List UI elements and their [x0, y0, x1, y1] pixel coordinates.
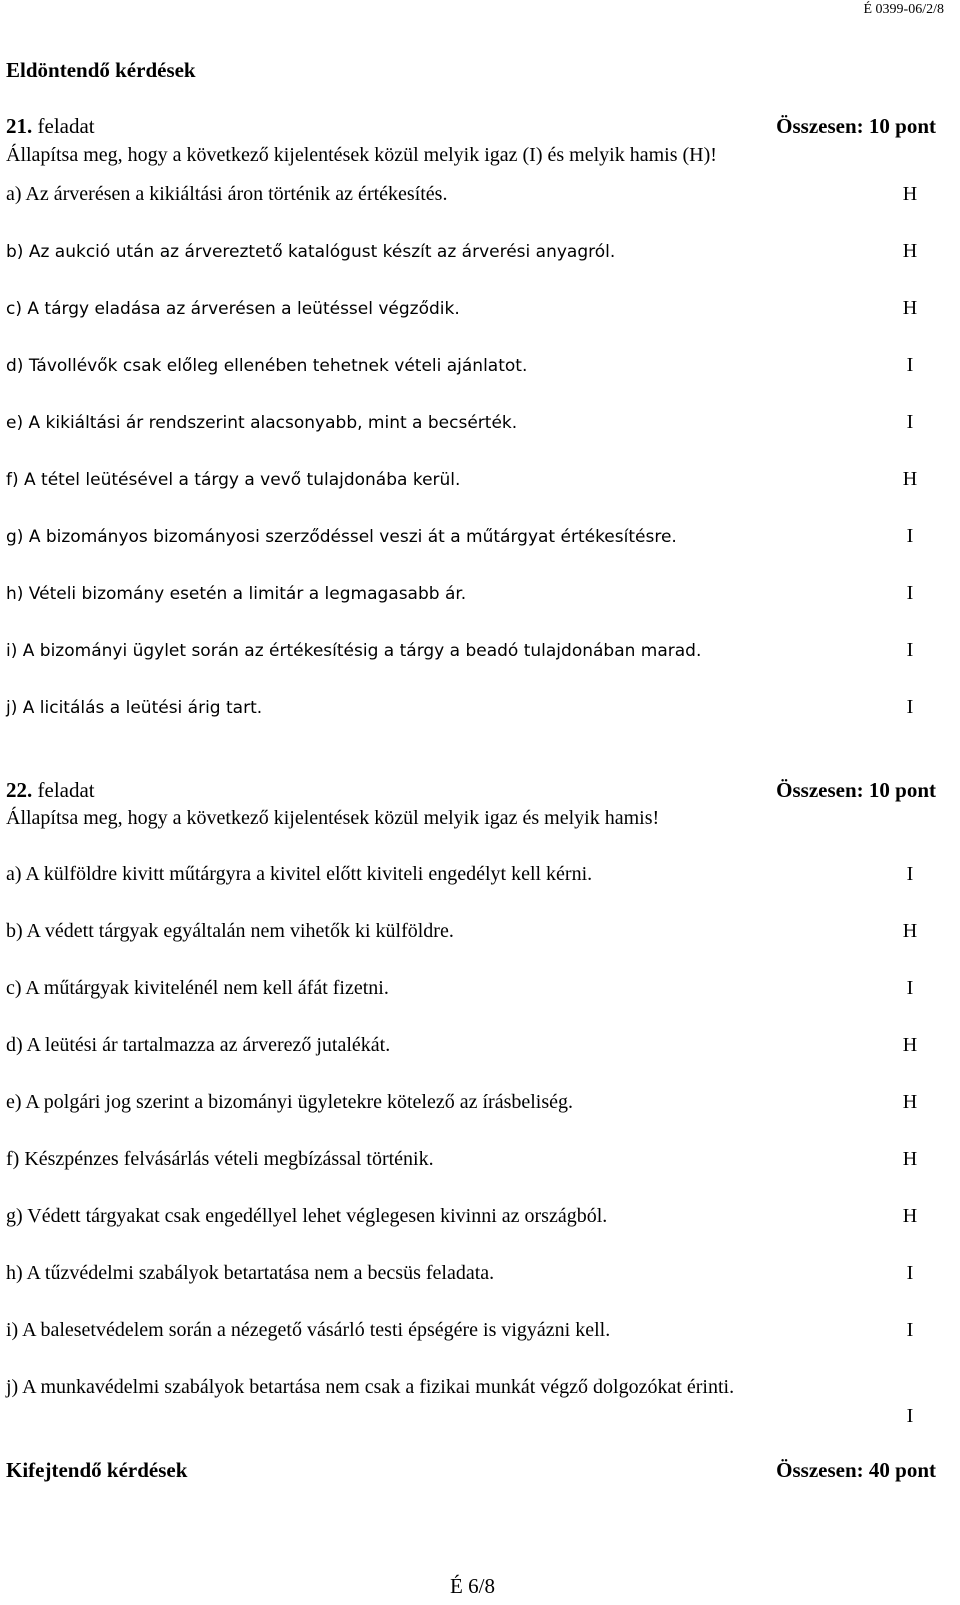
- statement-row: [6, 1262, 936, 1290]
- task-21-instruction: Állapítsa meg, hogy a következő kijelentések közül melyik igaz (I) és melyik hamis (H)!: [6, 144, 717, 166]
- answer-mark: I: [906, 582, 914, 604]
- answer-mark: I: [906, 863, 914, 885]
- statement-row: [6, 696, 936, 724]
- task-21-number: 21.: [6, 114, 33, 138]
- task-21-points: Összesen: 10 pont: [776, 114, 936, 138]
- statement-row: [6, 183, 936, 211]
- answer-mark: H: [902, 1091, 918, 1113]
- statement-row: [6, 354, 936, 382]
- document-code: É 0399-06/2/8: [863, 2, 944, 17]
- task-22-label: feladat: [37, 778, 95, 802]
- statement-text: h) Vételi bizomány esetén a limitár a legmagasabb ár.: [6, 584, 467, 604]
- statement-text: i) A bizományi ügylet során az értékesítésig a tárgy a beadó tulajdonában marad.: [6, 641, 702, 661]
- answer-mark: I: [906, 977, 914, 999]
- statement-text: g) Védett tárgyakat csak engedéllyel lehet véglegesen kivinni az országból.: [6, 1205, 608, 1227]
- answer-mark: I: [906, 1405, 914, 1427]
- statement-row: [6, 639, 936, 667]
- answer-mark: I: [906, 411, 914, 433]
- answer-mark: I: [906, 525, 914, 547]
- statement-row: [6, 863, 936, 891]
- section-2-title: Kifejtendő kérdések: [6, 1458, 188, 1482]
- statement-row: [6, 1319, 936, 1347]
- task-22-header: [6, 778, 936, 803]
- statement-text: e) A kikiáltási ár rendszerint alacsonyabb, mint a becsérték.: [6, 413, 518, 433]
- answer-mark: I: [906, 1319, 914, 1341]
- task-21-label: feladat: [37, 114, 95, 138]
- statement-row: [6, 297, 936, 325]
- statement-row: [6, 411, 936, 439]
- statement-row: [6, 1148, 936, 1176]
- task-22-points: Összesen: 10 pont: [776, 778, 936, 802]
- statement-row: [6, 240, 936, 268]
- answer-mark: H: [902, 468, 918, 490]
- statement-text: b) Az aukció után az árvereztető katalógust készít az árverési anyagról.: [6, 242, 616, 262]
- task-22-instruction: Állapítsa meg, hogy a következő kijelentések közül melyik igaz és melyik hamis!: [6, 807, 660, 829]
- statement-text: j) A licitálás a leütési árig tart.: [6, 698, 263, 718]
- statement-text: e) A polgári jog szerint a bizományi ügyletekre kötelező az írásbeliség.: [6, 1091, 574, 1113]
- statement-row: [6, 977, 936, 1005]
- answer-mark: H: [902, 1034, 918, 1056]
- statement-row: [6, 920, 936, 948]
- page-number: É 6/8: [450, 1574, 495, 1598]
- statement-text: h) A tűzvédelmi szabályok betartatása nem a becsüs feladata.: [6, 1262, 495, 1284]
- answer-mark: I: [906, 1262, 914, 1284]
- statement-text: j) A munkavédelmi szabályok betartása nem csak a fizikai munkát végző dolgozókat érinti.: [6, 1376, 735, 1398]
- answer-mark: H: [902, 183, 918, 205]
- answer-mark: H: [902, 1148, 918, 1170]
- statement-text: c) A műtárgyak kivitelénél nem kell áfát fizetni.: [6, 977, 389, 999]
- statement-row: [6, 582, 936, 610]
- section-title-closed-questions: Eldöntendő kérdések: [6, 58, 196, 82]
- answer-mark: H: [902, 920, 918, 942]
- statement-row: [6, 468, 936, 496]
- statement-row: [6, 1376, 936, 1427]
- statement-row: [6, 525, 936, 553]
- answer-mark: H: [902, 240, 918, 262]
- statement-row: [6, 1034, 936, 1062]
- answer-mark: I: [906, 639, 914, 661]
- task-21-header: [6, 114, 936, 139]
- section-2-points: Összesen: 40 pont: [776, 1458, 936, 1482]
- statement-text: f) Készpénzes felvásárlás vételi megbízással történik.: [6, 1148, 434, 1170]
- statement-text: b) A védett tárgyak egyáltalán nem vihetők ki külföldre.: [6, 920, 454, 942]
- statement-text: g) A bizományos bizományosi szerződéssel veszi át a műtárgyat értékesítésre.: [6, 527, 677, 547]
- section-title-essay-questions: [6, 1458, 936, 1483]
- statement-text: a) A külföldre kivitt műtárgyra a kivitel előtt kiviteli engedélyt kell kérni.: [6, 863, 593, 885]
- statement-text: a) Az árverésen a kikiáltási áron történik az értékesítés.: [6, 183, 448, 205]
- answer-mark: H: [902, 1205, 918, 1227]
- statement-text: i) A balesetvédelem során a nézegető vásárló testi épségére is vigyázni kell.: [6, 1319, 611, 1341]
- statement-text: d) A leütési ár tartalmazza az árverező jutalékát.: [6, 1034, 391, 1056]
- answer-mark: I: [906, 696, 914, 718]
- task-22-number: 22.: [6, 778, 33, 802]
- answer-mark: I: [906, 354, 914, 376]
- statement-row: [6, 1091, 936, 1119]
- statement-row: [6, 1205, 936, 1233]
- answer-mark: H: [902, 297, 918, 319]
- statement-text: c) A tárgy eladása az árverésen a leütéssel végződik.: [6, 299, 460, 319]
- statement-text: d) Távollévők csak előleg ellenében tehetnek vételi ajánlatot.: [6, 356, 528, 376]
- statement-text: f) A tétel leütésével a tárgy a vevő tulajdonába kerül.: [6, 470, 461, 490]
